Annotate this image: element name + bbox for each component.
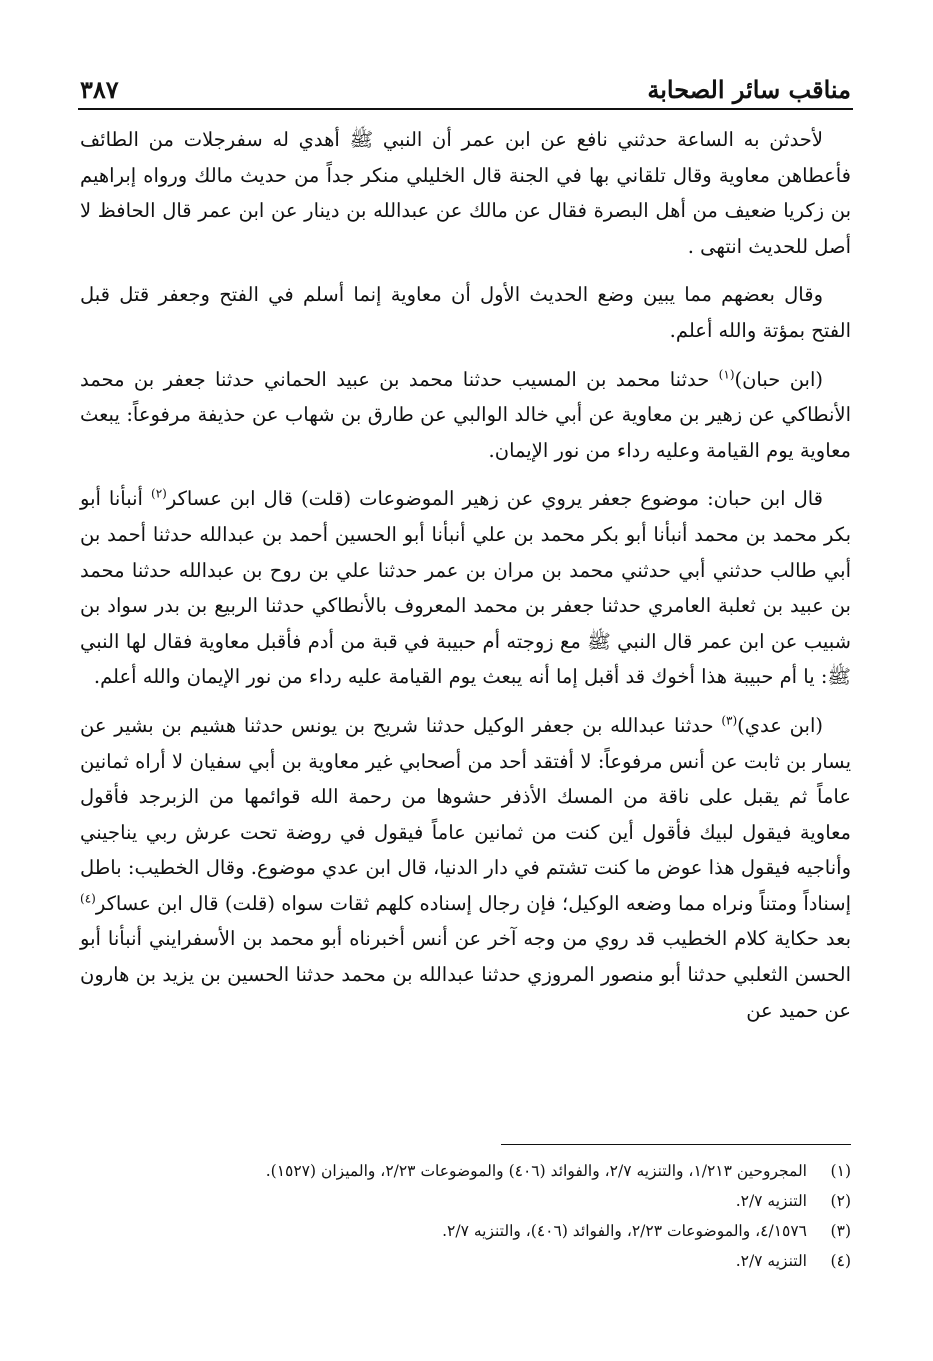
- paragraph-text: بعد حكاية كلام الخطيب قد روي من وجه آخر عن أنس أخبرناه أبو محمد بن الأسفرايني أنبأنا أبو الحسن الثعلبي حدثنا أبو منصور المروزي حدثنا عبدالله بن محمد حدثنا الحسين بن يزيد بن هارون عن حميد عن: [80, 927, 851, 1022]
- paragraph-text: (ابن عدي): [737, 713, 823, 737]
- paragraph-text: حدثنا محمد بن المسيب حدثنا محمد بن عبيد الحماني حدثنا جعفر بن محمد الأنطاكي عن زهير بن معاوية عن أبي خالد الوالبي عن طارق بن شهاب عن حذيفة مرفوعاً: يبعث معاوية يوم القيامة وعليه رداء من نور الإيمان.: [80, 367, 851, 462]
- paragraph: [80, 277, 851, 348]
- footnote-text: التنزيه ٢/٧.: [735, 1192, 807, 1210]
- body-text: [80, 122, 851, 1041]
- paragraph-text: حدثنا عبدالله بن جعفر الوكيل حدثنا شريح بن يونس حدثنا هشيم بن بشير عن يسار بن ثابت عن أنس مرفوعاً: لا أفتقد أحد من أصحابي غير معاوية بن أبي سفيان لا أراه ثمانين عاماً ثم يقبل على ناقة من المسك الأذفر حشوها من رحمة الله قوائمها من الزبرجد فأقول معاوية فيقول لبيك فأقول أين كنت من ثمانين عاماً فيقول في روضة تحت عرش ربي يناجيني وأناجيه فيقول هذا عوض ما كنت تشتم في دار الدنيا، قال ابن عدي موضوع. وقال الخطيب: باطل إسناداً ومتناً ونراه مما وضعه الوكيل؛ فإن رجال إسناده كلهم ثقات سواه (قلت) قال ابن عساكر: [80, 713, 852, 915]
- footnote-item: [80, 1156, 851, 1186]
- footnote-item: [80, 1186, 851, 1216]
- footnotes: [80, 1156, 851, 1276]
- paragraph-text: وقال بعضهم مما يبين وضع الحديث الأول أن معاوية إنما أسلم في الفتح وجعفر قتل قبل الفتح بمؤتة والله أعلم.: [80, 283, 851, 342]
- paragraph-text: (ابن حبان): [734, 367, 823, 391]
- footnote-item: [80, 1216, 851, 1246]
- paragraph: [80, 362, 851, 469]
- paragraph-text: لأحدثن به الساعة حدثني نافع عن ابن عمر أن النبي ﷺ أهدي له سفرجلات من الطائف فأعطاهن معاوية وقال تلقاني بها في الجنة قال الخليلي منكر جداً من حديث مالك ورواه إبراهيم بن زكريا ضعيف من أهل البصرة فقال عن مالك عن عبدالله بن دينار عن ابن عمر قال الحافظ لا أصل للحديث انتهى .: [80, 128, 851, 258]
- footnote-ref: (٤): [80, 891, 96, 906]
- paragraph: [80, 481, 851, 695]
- paragraph-text: قال ابن حبان: موضوع جعفر يروي عن زهير الموضوعات (قلت) قال ابن عساكر: [166, 487, 823, 511]
- footnote-number: (٣): [830, 1222, 851, 1240]
- footnote-item: [80, 1246, 851, 1276]
- paragraph-text: أنبأنا أبو بكر محمد بن محمد أنبأنا أبو بكر محمد بن علي أنبأنا أبو الحسين أحمد بن عبدالله حدثنا أحمد بن أبي طالب حدثني أبي حدثني محمد بن مران بن عمر حدثنا علي بن روح بن عبدالله حدثنا محمد بن عبيد بن ثعلبة العامري حدثنا جعفر بن محمد المعروف بالأنطاكي حدثنا الربيع بن بدر سواد بن شبيب عن ابن عمر قال النبي ﷺ مع زوجته أم حبيبة في قبة من أدم فأقبل معاوية فقال لها النبي ﷺ: يا أم حبيبة هذا أخوك قد أقبل إما أنه يبعث يوم القيامة عليه رداء من نور الإيمان والله أعلم.: [80, 487, 851, 689]
- paragraph: [80, 708, 851, 1028]
- footnote-ref: (٢): [151, 486, 167, 501]
- footnote-number: (٢): [830, 1192, 851, 1210]
- running-header: [80, 64, 851, 104]
- page-number: ٣٨٧: [80, 75, 119, 104]
- footnote-text: المجروحين ١/٢١٣، والتنزيه ٢/٧، والفوائد (٤٠٦) والموضوعات ٢/٢٣، والميزان (١٥٢٧).: [265, 1162, 807, 1180]
- footnote-text: ٤/١٥٧٦، والموضوعات ٢/٢٣، والفوائد (٤٠٦)، والتنزيه ٢/٧.: [442, 1222, 807, 1240]
- footnote-number: (٤): [830, 1252, 851, 1270]
- footnote-text: التنزيه ٢/٧.: [735, 1252, 807, 1270]
- running-title: مناقب سائر الصحابة: [647, 75, 851, 104]
- footnote-rule: [501, 1144, 851, 1145]
- footnote-number: (١): [830, 1162, 851, 1180]
- footnote-ref: (١): [718, 367, 735, 382]
- footnote-ref: (٣): [721, 713, 738, 728]
- paragraph: [80, 122, 851, 264]
- header-rule: [78, 108, 853, 110]
